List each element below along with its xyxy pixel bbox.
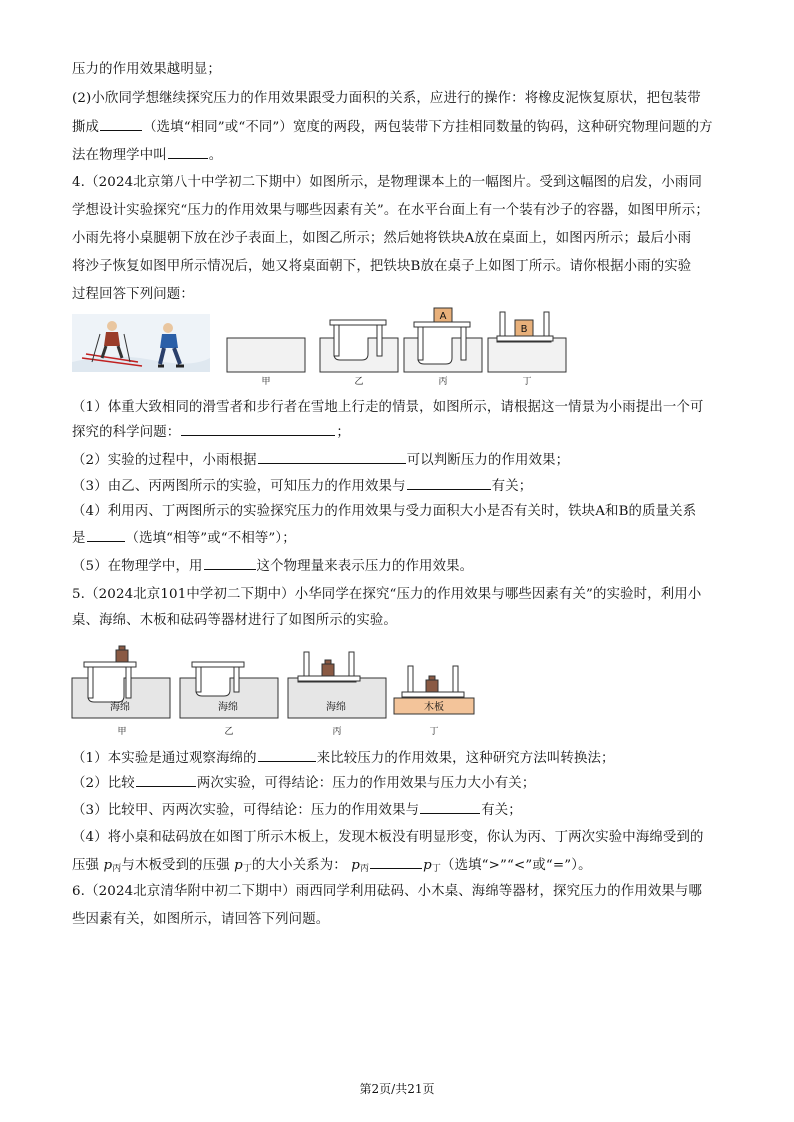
caption-bing: 丙 [438,377,448,387]
block-a-label: A [439,311,447,322]
question-4-part-4: （4）利用丙、丁两图所示的实验探究压力的作用效果与受力面积大小是否有关时，铁块A和B的质量关系 [72,504,697,519]
sand-container-jia [227,338,305,372]
text-line: 撕成 （选填“相同”或“不同”）宽度的两段，两包装带下方挂相同数量的钩码，这种研究物理问题的方 [72,117,726,138]
answer-blank[interactable] [370,855,422,869]
question-5-part-2: （2）比较 两次实验，可得结论：压力的作用效果与压力大小有关； [72,773,726,794]
block-b-label: B [520,324,528,335]
question-4-text: 过程回答下列问题： [72,287,194,302]
answer-blank[interactable] [258,450,406,464]
question-5-part-1: （1）本实验是通过观察海绵的 来比较压力的作用效果，这种研究方法叫转换法； [72,748,726,769]
answer-blank[interactable] [407,476,491,490]
caption-bing: 丙 [332,727,342,737]
sponge-yi [180,662,278,718]
question-4-figure [72,308,582,388]
answer-blank[interactable] [168,145,208,159]
answer-blank[interactable] [181,422,335,436]
question-5-part-4: 压强 $p_丙$与木板受到的压强 $p_丁$的大小关系为： $p_丙$ $p_丁$（选填“>”“<”或“=”）。 [72,855,726,879]
answer-blank[interactable] [420,800,480,814]
answer-blank[interactable] [136,773,196,787]
question-4-part-2: （2）实验的过程中，小雨根据 可以判断压力的作用效果； [72,450,726,471]
question-6-text: 6.（2024北京清华附中初二下期中）雨西同学利用砝码、小木桌、海绵等器材，探究压力的作用效果与哪 [72,884,702,899]
caption-jia: 甲 [261,377,271,387]
question-5-figure [72,640,492,740]
question-5-part-4: （4）将小桌和砝码放在如图丁所示木板上，发现木板没有明显形变，你认为丙、丁两次实验中海绵受到的 [72,830,704,845]
sand-container-bing [404,308,482,372]
text-line: (2)小欣同学想继续探究压力的作用效果跟受力面积的关系，应进行的操作：将橡皮泥恢复原状，把包装带 [72,91,701,106]
question-6-text: 些因素有关，如图所示，请回答下列问题。 [72,912,330,927]
text-line: 压力的作用效果越明显； [72,62,221,77]
question-4-text: 学想设计实验探究“压力的作用效果与哪些因素有关”。在水平台面上有一个装有沙子的容器，如图甲所示； [72,203,709,218]
question-5-part-3: （3）比较甲、丙两次实验，可得结论：压力的作用效果与 有关； [72,800,726,821]
sponge-bing [288,652,386,718]
question-4-text: 将沙子恢复如图甲所示情况后，她又将桌面朝下，把铁块B放在桌子上如图丁所示。请你根据小雨的实验 [72,259,692,274]
text-line: 法在物理学中叫 。 [72,145,726,166]
caption-ding: 丁 [429,727,439,737]
question-5-text: 5.（2024北京101中学初二下期中）小华同学在探究“压力的作用效果与哪些因素有关”的实验时，利用小 [72,587,702,602]
board-ding [394,666,474,714]
sponge-jia [72,646,170,718]
question-4-part-1: （1）体重大致相同的滑雪者和步行者在雪地上行走的情景，如图所示，请根据这一情景为小雨提出一个可 [72,400,704,415]
sponge-label: 海绵 [218,702,238,713]
answer-blank[interactable] [87,528,125,542]
question-4-text: 4.（2024北京第八十中学初二下期中）如图所示，是物理课本上的一幅图片。受到这幅图的启发，小雨同 [72,175,702,190]
page-footer: 第2页/共21页 [359,1082,435,1096]
sponge-label: 海绵 [110,702,130,713]
sand-container-yi [320,320,398,372]
caption-jia: 甲 [117,727,127,737]
answer-blank[interactable] [204,556,256,570]
question-4-part-4: 是 （选填“相等”或“不相等”）； [72,528,726,549]
skier-walker-picture [72,314,210,372]
question-5-text: 桌、海绵、木板和砝码等器材进行了如图所示的实验。 [72,613,397,628]
question-4-text: 小雨先将小桌腿朝下放在沙子表面上，如图乙所示；然后她将铁块A放在桌面上，如图丙所示；最后小雨 [72,231,692,246]
answer-blank[interactable] [258,748,316,762]
caption-yi: 乙 [224,727,234,737]
question-4-part-3: （3）由乙、丙两图所示的实验，可知压力的作用效果与 有关； [72,476,726,497]
caption-ding: 丁 [522,377,532,387]
board-label: 木板 [424,702,444,713]
caption-yi: 乙 [354,377,364,387]
sponge-label: 海绵 [326,702,346,713]
question-4-part-5: （5）在物理学中，用 这个物理量来表示压力的作用效果。 [72,556,726,577]
answer-blank[interactable] [100,117,142,131]
question-4-part-1: 探究的科学问题： ； [72,422,726,443]
sand-container-ding [488,312,566,372]
